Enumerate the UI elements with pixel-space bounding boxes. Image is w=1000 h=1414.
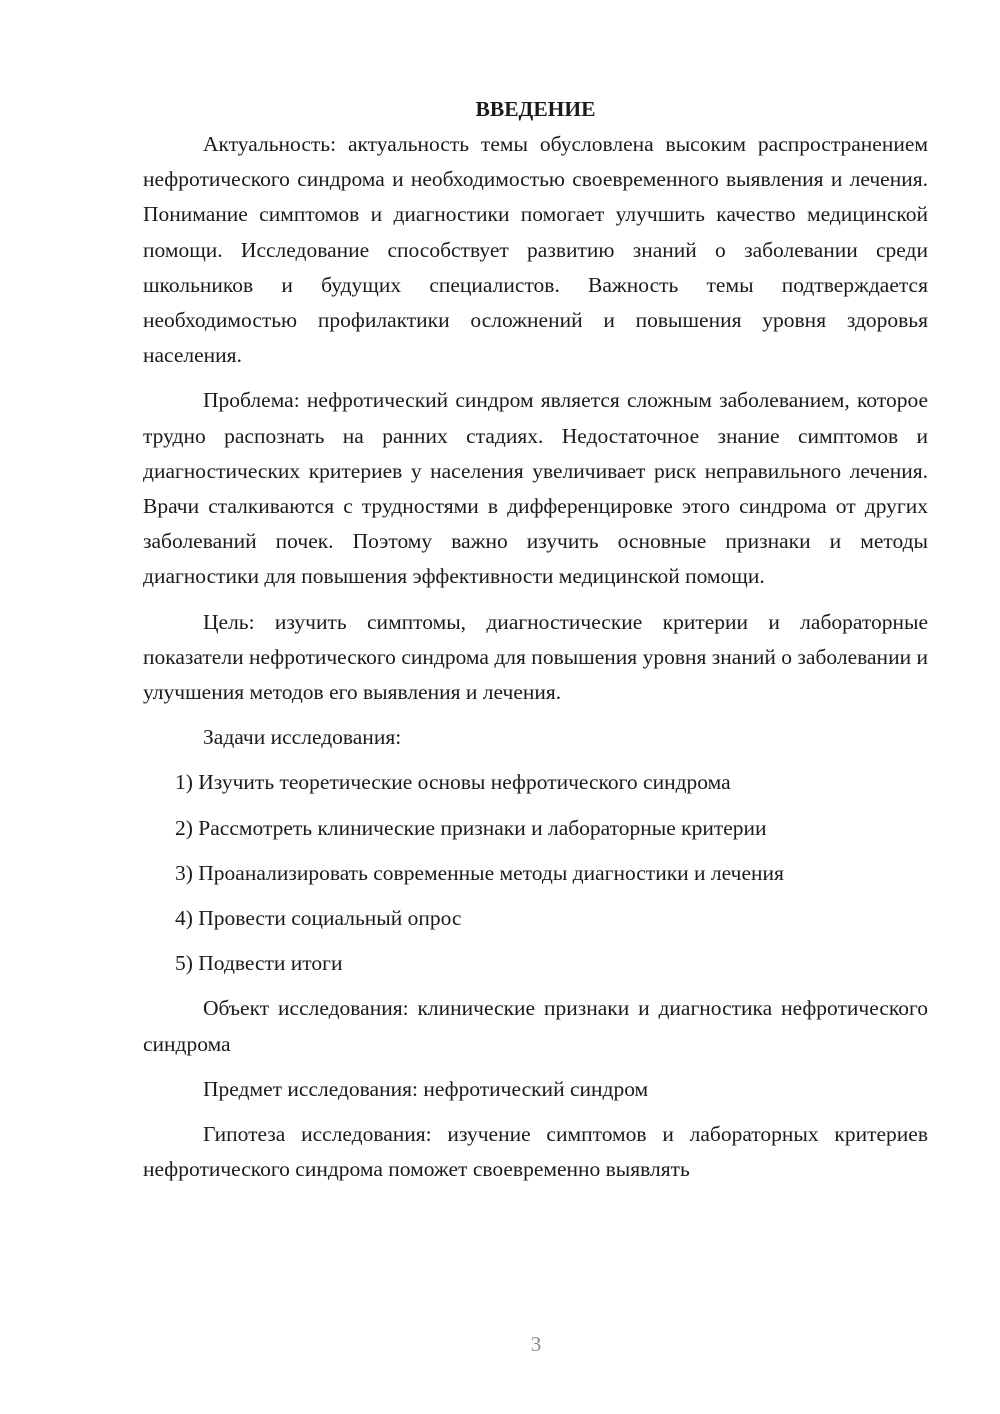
paragraph-hypothesis: Гипотеза исследования: изучение симптомов и лабораторных критериев нефротического синдрома поможет своевременно выявлять [143,1122,928,1182]
document-page [143,92,928,1197]
page-number: 3 [530,1332,542,1356]
paragraph-object: Объект исследования: клинические признаки и диагностика нефротического синдрома [143,996,928,1056]
tasks-list [143,765,928,981]
paragraph-problem: Проблема: нефротический синдром является сложным заболеванием, которое трудно распознать на ранних стадиях. Недостаточное знание симптомов и диагностических критериев у населения увеличивает риск неправильного лечения. Врачи сталкиваются с трудностями в дифференцировке этого синдрома от других заболеваний почек. Поэтому важно изучить основные признаки и методы диагностики для повышения эффективности медицинской помощи. [143,388,928,589]
paragraph-goal: Цель: изучить симптомы, диагностические критерии и лабораторные показатели нефротического синдрома для повышения уровня знаний о заболевании и улучшения методов его выявления и лечения. [143,609,928,705]
task-item: 1) Изучить теоретические основы нефротического синдрома [175,770,731,795]
document-title: ВВЕДЕНИЕ [475,97,596,121]
paragraph-relevance: Актуальность: актуальность темы обусловлена высоким распространением нефротического синдрома и необходимостью своевременного выявления и лечения. Понимание симптомов и диагностики помогает улучшить качество медицинской помощи. Исследование способствует развитию знаний о заболевании среди школьников и будущих специалистов. Важность темы подтверждается необходимостью профилактики осложнений и повышения уровня здоровья населения. [143,132,928,368]
task-item: 5) Подвести итоги [175,951,343,976]
task-item: 4) Провести социальный опрос [175,906,462,931]
paragraph-subject: Предмет исследования: нефротический синдром [203,1076,649,1101]
tasks-heading: Задачи исследования: [203,725,402,750]
task-item: 2) Рассмотреть клинические признаки и лабораторные критерии [175,815,767,840]
task-item: 3) Проанализировать современные методы диагностики и лечения [175,860,784,885]
